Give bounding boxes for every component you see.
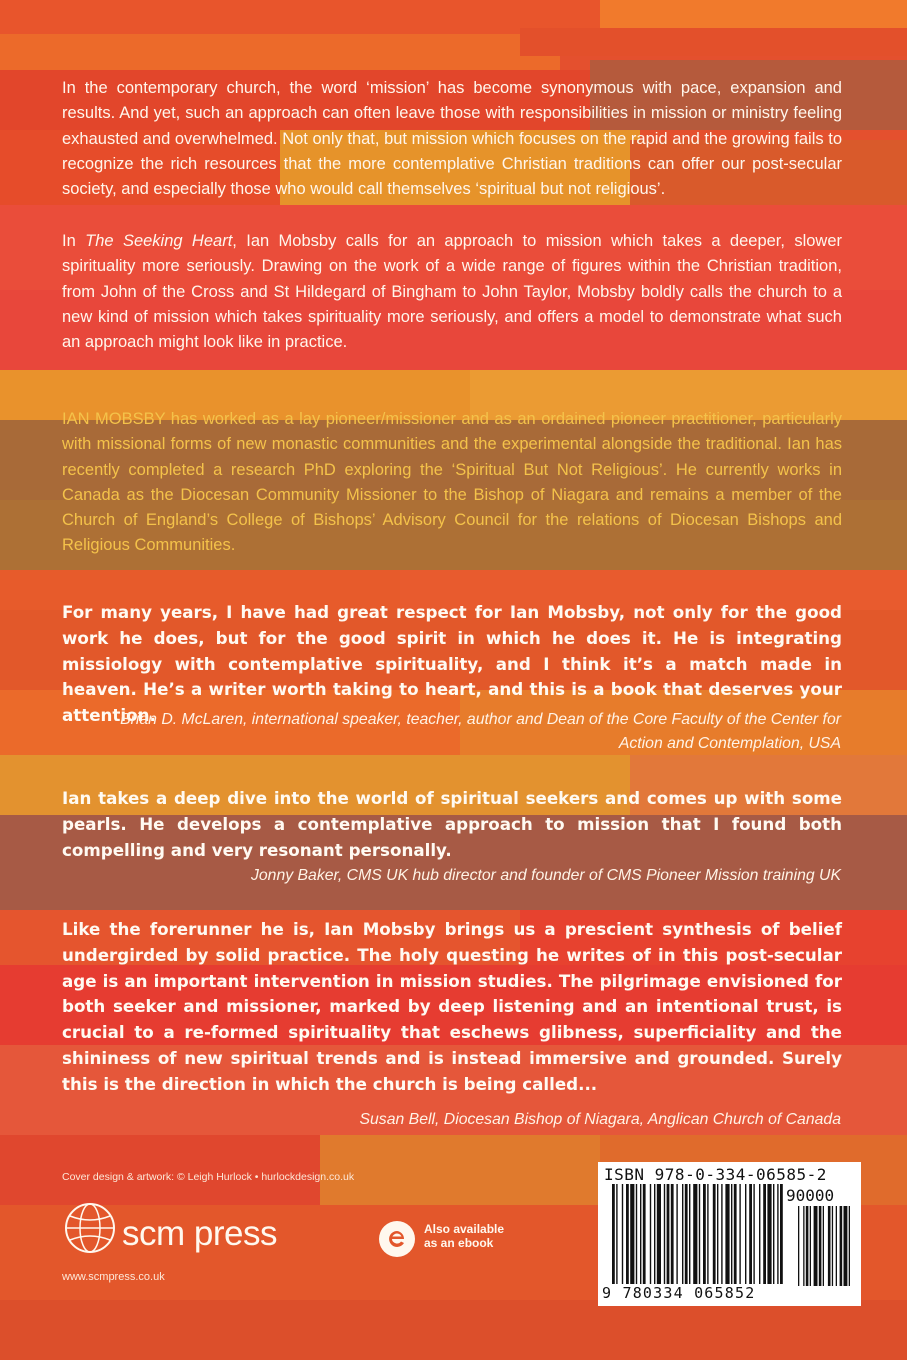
publisher-website[interactable]: www.scmpress.co.uk xyxy=(62,1271,165,1283)
endorsement-attribution-2: Jonny Baker, CMS UK hub director and founder of CMS Pioneer Mission training UK xyxy=(250,867,841,884)
endorsement-attribution-1: Brian D. McLaren, international speaker, teacher, author and Dean of the Core Faculty of the Center for Action and Contemplation, USA xyxy=(120,711,841,752)
blurb-paragraph-1: In the contemporary church, the word ‘mission’ has become synonymous with pace, expansion and results. And yet, such an approach can often leave those with responsibilities in mission or ministry feeling exhausted and overwhelmed. Not only that, but mission which focuses on the rapid and the growing fails to recognize the rich resources that the more contemplative Christian traditions can offer our post-secular society, and especially those who would call themselves ‘spiritual but not religious’. xyxy=(62,79,842,199)
barcode-digits: 9 780334 065852 xyxy=(602,1284,756,1302)
endorsement-attribution-3: Susan Bell, Diocesan Bishop of Niagara, Anglican Church of Canada xyxy=(359,1111,841,1128)
book-title: The Seeking Heart xyxy=(85,232,233,250)
ebook-note xyxy=(424,1222,514,1250)
publisher-name: scm press xyxy=(122,1214,277,1253)
ebook-e-icon xyxy=(377,1219,417,1259)
price-code: 90000 xyxy=(786,1186,835,1205)
ebook-line-2: as an ebook xyxy=(424,1236,494,1250)
ebook-line-1: Also available xyxy=(424,1222,505,1236)
isbn-number: ISBN 978-0-334-06585-2 xyxy=(604,1165,827,1184)
endorsement-quote-1: For many years, I have had great respect for Ian Mobsby, not only for the good work he does, but for the good spirit in which he does it. He is integrating missiology with contemplative spirituality, and I think it’s a match made in heaven. He’s a writer worth taking to heart, and this is a book that deserves your attention. xyxy=(62,602,842,726)
cover-credit: Cover design & artwork: © Leigh Hurlock • hurlockdesign.co.uk xyxy=(62,1171,355,1183)
barcode-bars xyxy=(612,1184,852,1288)
author-bio: IAN MOBSBY has worked as a lay pioneer/missioner and as an ordained pioneer practitioner, particularly with missional forms of new monastic communities and the experimental alongside the traditional. Ian has recently completed a research PhD exploring the ‘Spiritual But Not Religious’. He currently works in Canada as the Diocesan Community Missioner to the Bishop of Niagara and remains a member of the Church of England’s College of Bishops’ Advisory Council for the relations of Diocesan Bishops and Religious Communities. xyxy=(62,410,842,555)
scm-globe-logo-icon xyxy=(60,1198,120,1258)
blurb-p2-prefix: In xyxy=(62,232,86,250)
blurb-paragraph-2 xyxy=(62,229,842,355)
endorsement-quote-3: Like the forerunner he is, Ian Mobsby brings us a prescient synthesis of belief undergirded by solid practice. The holy questing he writes of in this post-secular age is an important intervention in mission studies. The pilgrimage envisioned for both seeker and missioner, marked by deep listening and an intentional trust, is crucial to a re-formed spirituality that eschews glibness, superficiality and the shininess of new spiritual trends and is instead immersive and grounded. Surely this is the direction in which the church is being called... xyxy=(62,919,842,1094)
blurb-p2-rest: , Ian Mobsby calls for an approach to mission which takes a deeper, slower spirituality more seriously. Drawing on the work of a wide range of figures within the Christian tradition, from John of the Cross and St Hildegard of Bingham to John Taylor, Mobsby boldly calls the church to a new kind of mission which takes spirituality more seriously, and offers a model to demonstrate what such an approach might look like in practice. xyxy=(62,232,843,352)
endorsement-quote-2: Ian takes a deep dive into the world of spiritual seekers and comes up with some pearls. He develops a contemplative approach to mission that I found both compelling and very resonant personally. xyxy=(62,788,842,860)
